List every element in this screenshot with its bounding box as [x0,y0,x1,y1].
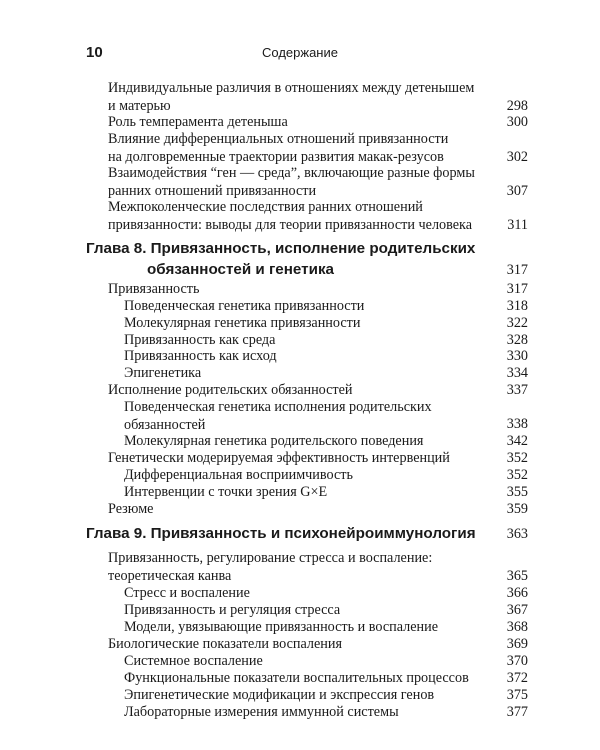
toc-page-number: 365 [506,568,528,584]
chapter-page-number: 363 [506,526,528,542]
toc-entry: Межпоколенческие последствия ранних отношений привязанности: выводы для теории привязанности человека [108,199,473,233]
page-header [0,44,600,66]
toc-subentry: Эпигенетические модификации и экспрессия генов [124,687,435,703]
toc-subentry: Интервенции с точки зрения G×E [124,484,328,500]
running-head: Содержание [262,45,338,60]
toc-entry: Привязанность [108,281,200,297]
chapter-heading: Глава 9. Привязанность и психонейроиммунология [86,525,476,542]
toc-page-number: 337 [506,382,528,398]
toc-page-number: 370 [506,653,528,669]
toc-entry: Генетически модерируемая эффективность интервенций [108,450,450,466]
toc-subentry: Дифференциальная восприимчивость [124,467,353,483]
toc-page-number: 322 [506,315,528,331]
toc-page-number: 359 [506,501,528,517]
toc-subentry: Стресс и воспаление [124,585,250,601]
chapter-heading: Глава 8. Привязанность, исполнение родительских обязанностей и генетика [86,240,476,278]
toc-subentry: Привязанность как среда [124,332,276,348]
toc-page-number: 330 [506,348,528,364]
toc-page-number: 342 [506,433,528,449]
toc-page-number: 328 [506,332,528,348]
toc-page-number: 317 [506,281,528,297]
toc-page-number: 369 [506,636,528,652]
toc-entry: Индивидуальные различия в отношениях между детенышем и матерью [108,80,475,114]
toc-subentry: Поведенческая генетика исполнения родительских обязанностей [124,399,432,433]
toc-page-number: 334 [506,365,528,381]
toc-subentry: Функциональные показатели воспалительных процессов [124,670,469,686]
toc-subentry: Поведенческая генетика привязанности [124,298,365,314]
toc-entry: Исполнение родительских обязанностей [108,382,353,398]
toc-entry: Влияние дифференциальных отношений привязанности на долговременные траектории развития макак-резусов [108,131,449,165]
toc-subentry: Молекулярная генетика привязанности [124,315,361,331]
toc-page-number: 377 [506,704,528,720]
toc-page-number: 366 [506,585,528,601]
toc-entry: Резюме [108,501,154,517]
toc-subentry: Модели, увязывающие привязанность и воспаление [124,619,438,635]
toc-entry: Биологические показатели воспаления [108,636,343,652]
toc-page-number: 318 [506,298,528,314]
toc-page-number: 375 [506,687,528,703]
toc-entry: Привязанность, регулирование стресса и воспаление: теоретическая канва [108,550,433,584]
toc-subentry: Привязанность и регуляция стресса [124,602,341,618]
toc-page-number: 302 [506,149,528,165]
toc-page-number: 307 [506,183,528,199]
toc-subentry: Лабораторные измерения иммунной системы [124,704,399,720]
toc-page-number: 298 [506,98,528,114]
toc-page-number: 338 [506,416,528,432]
toc-page-number: 311 [507,217,528,233]
toc-subentry: Привязанность как исход [124,348,277,364]
toc-subentry: Эпигенетика [124,365,202,381]
toc-entry: Роль темперамента детеныша [108,114,288,130]
toc-page-number: 300 [506,114,528,130]
toc-page-number: 372 [506,670,528,686]
chapter-page-number: 317 [506,262,528,278]
page-number: 10 [86,44,103,61]
toc-page-number: 352 [506,467,528,483]
toc-page-number: 355 [506,484,528,500]
toc-entry: Взаимодействия “ген — среда”, включающие разные формы ранних отношений привязанности [108,165,475,199]
toc-subentry: Системное воспаление [124,653,263,669]
toc-page-number: 368 [506,619,528,635]
toc-page-number: 352 [506,450,528,466]
toc-page-number: 367 [506,602,528,618]
toc-subentry: Молекулярная генетика родительского поведения [124,433,424,449]
